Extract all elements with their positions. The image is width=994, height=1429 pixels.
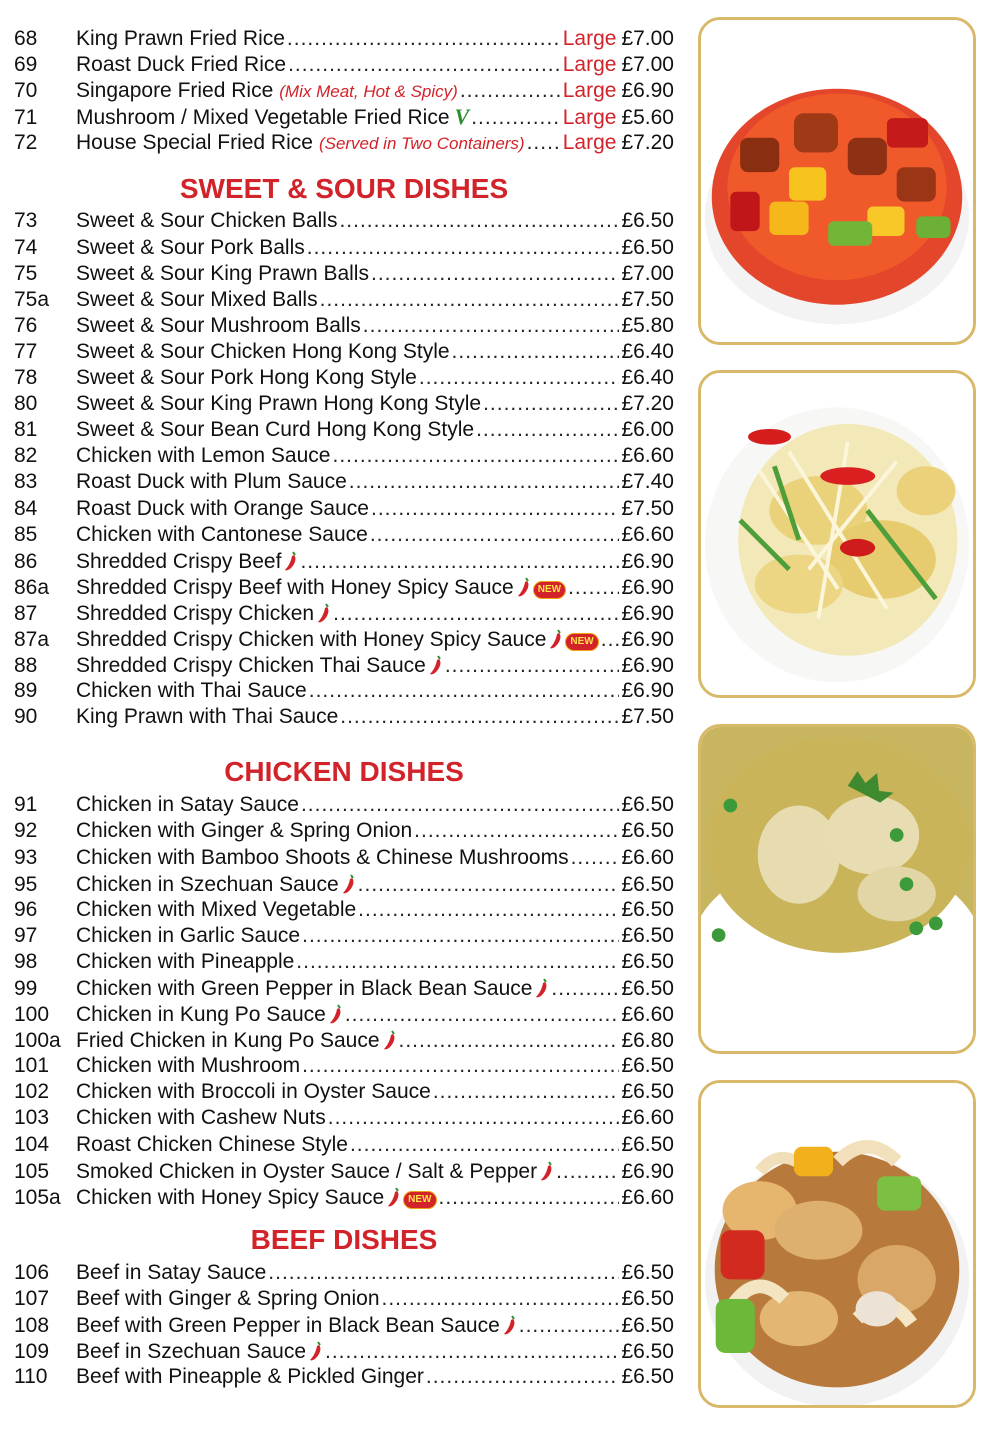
item-price: £7.20: [621, 392, 674, 416]
item-name: Chicken with Bamboo Shoots & Chinese Mushrooms: [76, 845, 569, 869]
item-number: 74: [14, 235, 38, 259]
item-name: Sweet & Sour Pork Hong Kong Style: [76, 366, 417, 390]
item-price: £6.40: [621, 339, 674, 363]
dot-leader: [445, 653, 620, 679]
dot-leader: [527, 130, 561, 156]
item-name: Beef in Satay Sauce: [76, 1260, 267, 1284]
chili-pepper-icon: [317, 603, 331, 623]
item-name: Chicken in Garlic Sauce: [76, 923, 301, 947]
menu-item: [14, 1132, 674, 1158]
item-number: 92: [14, 819, 38, 843]
dot-leader: [328, 1105, 620, 1131]
item-price: £6.50: [621, 1132, 674, 1156]
item-price: £6.50: [621, 235, 674, 259]
item-name: Chicken with Ginger & Spring Onion: [76, 819, 413, 843]
item-number: 73: [14, 209, 38, 233]
menu-item: [14, 1260, 674, 1286]
dot-leader: [302, 923, 619, 949]
menu-item: [14, 1158, 674, 1184]
item-price: £6.90: [621, 601, 674, 625]
item-number: 98: [14, 949, 38, 973]
item-name: Beef with Green Pepper in Black Bean Sauce: [76, 1314, 500, 1338]
item-number: 80: [14, 392, 38, 416]
dot-leader: [309, 678, 620, 704]
menu-item: [14, 52, 674, 78]
menu-item: [14, 1364, 674, 1390]
item-price: £6.80: [621, 1029, 674, 1053]
item-price: £6.90: [621, 1159, 674, 1183]
item-name: Sweet & Sour Mixed Balls: [76, 287, 318, 311]
item-name: Sweet & Sour Bean Curd Hong Kong Style: [76, 418, 475, 442]
menu-item: [14, 130, 674, 156]
item-number: 88: [14, 654, 38, 678]
menu-item: [14, 391, 674, 417]
item-name: Shredded Crispy Chicken with Honey Spicy Sauce: [76, 627, 547, 651]
item-price: £6.50: [621, 872, 674, 896]
item-name: Chicken in Szechuan Sauce: [76, 872, 339, 896]
dot-leader: [476, 417, 619, 443]
item-price: £6.50: [621, 977, 674, 1000]
dot-leader: [345, 1002, 620, 1028]
fried-rice-list: [14, 26, 674, 156]
section-title-beef: BEEF DISHES: [250, 1223, 438, 1255]
menu-item: [14, 1184, 674, 1210]
menu-item: [14, 1027, 674, 1053]
item-price: £6.90: [621, 654, 674, 678]
item-price: £6.90: [621, 549, 674, 573]
item-name: Chicken with Mixed Vegetable: [76, 897, 357, 921]
menu-item: [14, 469, 674, 495]
item-name: Sweet & Sour Chicken Hong Kong Style: [76, 339, 450, 363]
item-price: £6.90: [621, 79, 674, 103]
dot-leader: [296, 949, 619, 975]
item-name: Fried Chicken in Kung Po Sauce: [76, 1029, 380, 1053]
menu-item: [14, 417, 674, 443]
item-name: Chicken with Pineapple: [76, 949, 295, 973]
item-price: £7.40: [621, 470, 674, 494]
menu-item: [14, 443, 674, 469]
item-price: £6.40: [621, 366, 674, 390]
dot-leader: [399, 1028, 620, 1054]
item-number: 109: [14, 1340, 50, 1364]
item-number: 104: [14, 1132, 50, 1156]
item-number: 78: [14, 366, 38, 390]
item-number: 77: [14, 339, 38, 363]
item-name: Shredded Crispy Chicken: [76, 601, 315, 625]
item-name: Beef in Szechuan Sauce: [76, 1340, 306, 1364]
item-price: £6.50: [621, 1314, 674, 1338]
item-name: King Prawn Fried Rice: [76, 27, 285, 50]
dot-leader: [325, 1339, 619, 1365]
item-name: Chicken with Green Pepper in Black Bean Sauce: [76, 977, 533, 1000]
dot-leader: [382, 1286, 620, 1312]
item-price: £7.00: [621, 261, 674, 285]
menu-item: [14, 792, 674, 818]
item-name: Chicken with Thai Sauce: [76, 679, 307, 703]
item-name: Chicken in Kung Po Sauce: [76, 1003, 326, 1027]
item-size: Large: [562, 53, 617, 77]
dot-leader: [519, 1313, 620, 1339]
menu-column: [14, 26, 674, 1390]
dot-leader: [332, 443, 619, 469]
item-number: 103: [14, 1106, 50, 1130]
menu-item: [14, 600, 674, 626]
chili-pepper-icon: [503, 1315, 517, 1335]
chili-pepper-icon: [540, 1161, 554, 1181]
dot-leader: [568, 575, 619, 601]
chicken-list: [14, 792, 674, 1210]
menu-item: [14, 313, 674, 339]
menu-item: [14, 1105, 674, 1131]
item-name: King Prawn with Thai Sauce: [76, 705, 339, 729]
dot-leader: [349, 469, 620, 495]
dot-leader: [483, 391, 619, 417]
dot-leader: [551, 976, 619, 1002]
item-price: £6.50: [621, 209, 674, 233]
dot-leader: [301, 792, 619, 818]
dot-leader: [333, 601, 619, 627]
item-name: Sweet & Sour Pork Balls: [76, 235, 305, 259]
dot-leader: [300, 549, 619, 575]
menu-item: [14, 26, 674, 52]
dot-leader: [371, 261, 619, 287]
item-number: 83: [14, 470, 38, 494]
item-size: Large: [562, 27, 617, 50]
menu-item: [14, 1079, 674, 1105]
item-name: Beef with Pineapple & Pickled Ginger: [76, 1365, 424, 1389]
item-number: 72: [14, 131, 38, 155]
item-price: £7.00: [621, 27, 674, 50]
dot-leader: [320, 287, 620, 313]
menu-item: [14, 652, 674, 678]
item-name: Shredded Crispy Chicken Thai Sauce: [76, 654, 426, 678]
item-price: £6.50: [621, 1365, 674, 1389]
item-price: £6.50: [621, 897, 674, 921]
dot-leader: [370, 522, 620, 548]
chili-pepper-icon: [284, 551, 298, 571]
dot-leader: [371, 496, 619, 522]
item-number: 70: [14, 79, 38, 103]
item-size: Large: [562, 106, 617, 130]
menu-item: [14, 949, 674, 975]
dot-leader: [287, 26, 561, 52]
item-price: £6.50: [621, 949, 674, 973]
menu-item: [14, 897, 674, 923]
dot-leader: [452, 339, 620, 365]
item-number: 108: [14, 1314, 50, 1338]
item-number: 105: [14, 1159, 50, 1183]
menu-item: [14, 496, 674, 522]
item-price: £6.60: [621, 845, 674, 869]
item-note: (Mix Meat, Hot & Spicy): [279, 82, 458, 102]
dot-leader: [358, 897, 619, 923]
dot-leader: [339, 208, 619, 234]
item-name: House Special Fried Rice: [76, 131, 313, 155]
dot-leader: [439, 1185, 620, 1211]
menu-item: [14, 1053, 674, 1079]
chili-pepper-icon: [309, 1341, 323, 1361]
dot-leader: [363, 313, 620, 339]
item-number: 100a: [14, 1029, 61, 1053]
item-price: £6.50: [621, 793, 674, 817]
item-price: £6.60: [621, 1106, 674, 1130]
vegetarian-v-icon: V: [454, 104, 470, 130]
item-number: 110: [14, 1365, 48, 1389]
menu-item: [14, 78, 674, 104]
item-name: Chicken with Broccoli in Oyster Sauce: [76, 1080, 431, 1104]
item-note: (Served in Two Containers): [318, 134, 525, 154]
menu-item: [14, 574, 674, 600]
item-price: £6.60: [621, 1185, 674, 1209]
item-number: 106: [14, 1260, 50, 1284]
item-price: £6.50: [621, 1054, 674, 1078]
menu-item: [14, 365, 674, 391]
item-number: 100: [14, 1003, 50, 1027]
item-number: 85: [14, 522, 38, 546]
dot-leader: [350, 1132, 619, 1158]
item-price: £7.00: [621, 53, 674, 77]
item-number: 97: [14, 923, 38, 947]
dot-leader: [302, 1053, 619, 1079]
chili-pepper-icon: [429, 655, 443, 675]
item-number: 96: [14, 897, 38, 921]
dot-leader: [433, 1079, 620, 1105]
item-price: £6.50: [621, 923, 674, 947]
section-title-chicken: CHICKEN DISHES: [224, 756, 464, 788]
item-number: 105a: [14, 1185, 61, 1209]
item-size: Large: [562, 79, 617, 103]
item-name: Sweet & Sour King Prawn Hong Kong Style: [76, 392, 482, 416]
dot-leader: [471, 105, 561, 131]
item-number: 86: [14, 549, 38, 573]
menu-item: [14, 339, 674, 365]
item-number: 68: [14, 27, 38, 50]
item-number: 75: [14, 261, 38, 285]
item-price: £6.60: [621, 1003, 674, 1027]
item-name: Mushroom / Mixed Vegetable Fried Rice: [76, 106, 450, 130]
item-name: Smoked Chicken in Oyster Sauce / Salt & Pepper: [76, 1159, 538, 1183]
item-number: 91: [14, 793, 38, 817]
item-number: 69: [14, 53, 38, 77]
item-number: 99: [14, 977, 38, 1000]
new-badge-icon: NEW: [565, 633, 598, 651]
chili-pepper-icon: [549, 629, 563, 649]
item-name: Chicken in Satay Sauce: [76, 793, 299, 817]
menu-item: [14, 548, 674, 574]
item-number: 86a: [14, 575, 50, 599]
item-name: Chicken with Mushroom: [76, 1054, 301, 1078]
new-badge-icon: NEW: [403, 1191, 436, 1209]
item-price: £6.90: [621, 679, 674, 703]
menu-item: [14, 678, 674, 704]
menu-item: [14, 975, 674, 1001]
item-name: Singapore Fried Rice: [76, 79, 274, 103]
dot-leader: [601, 627, 620, 653]
item-name: Beef with Ginger & Spring Onion: [76, 1286, 380, 1310]
photo-shredded-crispy-chicken: [698, 370, 976, 698]
menu-item: [14, 287, 674, 313]
section-title-sweet-sour: SWEET & SOUR DISHES: [179, 173, 509, 205]
dot-leader: [426, 1364, 620, 1390]
menu-item: [14, 704, 674, 730]
menu-item: [14, 871, 674, 897]
chili-pepper-icon: [383, 1030, 397, 1050]
item-number: 87: [14, 601, 38, 625]
menu-item: [14, 522, 674, 548]
new-badge-icon: NEW: [533, 581, 566, 599]
item-price: £6.60: [621, 444, 674, 468]
item-price: £7.50: [621, 496, 674, 520]
item-price: £6.90: [621, 575, 674, 599]
chili-pepper-icon: [387, 1187, 401, 1207]
menu-item: [14, 1338, 674, 1364]
dot-leader: [307, 235, 620, 261]
item-name: Roast Duck with Orange Sauce: [76, 496, 369, 520]
item-price: £6.00: [621, 418, 674, 442]
dot-leader: [358, 872, 620, 898]
item-price: £7.20: [621, 131, 674, 155]
menu-item: [14, 1001, 674, 1027]
menu-item: [14, 208, 674, 234]
item-price: £6.50: [621, 819, 674, 843]
dot-leader: [340, 704, 619, 730]
dot-leader: [460, 78, 561, 104]
item-price: £6.50: [621, 1080, 674, 1104]
item-name: Sweet & Sour Mushroom Balls: [76, 313, 361, 337]
item-name: Roast Duck with Plum Sauce: [76, 470, 347, 494]
dot-leader: [268, 1260, 619, 1286]
photo-sweet-and-sour: [698, 17, 976, 345]
item-number: 84: [14, 496, 38, 520]
item-number: 93: [14, 845, 38, 869]
menu-item: [14, 261, 674, 287]
item-number: 87a: [14, 627, 50, 651]
menu-item: [14, 845, 674, 871]
item-number: 75a: [14, 287, 50, 311]
item-name: Sweet & Sour Chicken Balls: [76, 209, 338, 233]
item-number: 89: [14, 679, 38, 703]
item-name: Chicken with Cashew Nuts: [76, 1106, 326, 1130]
beef-list: [14, 1260, 674, 1390]
item-number: 101: [14, 1054, 50, 1078]
item-price: £5.60: [621, 106, 674, 130]
dot-leader: [414, 818, 619, 844]
item-price: £6.50: [621, 1286, 674, 1310]
item-number: 95: [14, 872, 38, 896]
item-price: £7.50: [621, 287, 674, 311]
menu-item: [14, 104, 674, 130]
item-price: £6.60: [621, 522, 674, 546]
item-price: £6.90: [621, 627, 674, 651]
chili-pepper-icon: [342, 874, 356, 894]
item-name: Shredded Crispy Beef: [76, 549, 282, 573]
item-number: 82: [14, 444, 38, 468]
menu-item: [14, 1312, 674, 1338]
item-name: Sweet & Sour King Prawn Balls: [76, 261, 369, 285]
item-size: Large: [562, 131, 617, 155]
item-price: £7.50: [621, 705, 674, 729]
item-name: Chicken with Lemon Sauce: [76, 444, 331, 468]
menu-item: [14, 626, 674, 652]
menu-item: [14, 235, 674, 261]
item-price: £6.50: [621, 1340, 674, 1364]
item-price: £6.50: [621, 1260, 674, 1284]
menu-item: [14, 1286, 674, 1312]
item-name: Roast Duck Fried Rice: [76, 53, 287, 77]
item-name: Chicken with Cantonese Sauce: [76, 522, 368, 546]
chili-pepper-icon: [329, 1004, 343, 1024]
dot-leader: [419, 365, 620, 391]
item-number: 71: [14, 106, 38, 130]
menu-item: [14, 923, 674, 949]
chili-pepper-icon: [535, 978, 549, 998]
item-number: 81: [14, 418, 38, 442]
dot-leader: [556, 1159, 619, 1185]
item-number: 90: [14, 705, 38, 729]
item-number: 107: [14, 1286, 50, 1310]
photo-chicken-cashew-nuts: [698, 1080, 976, 1408]
item-number: 76: [14, 313, 38, 337]
photo-chicken-curry-sauce: [698, 724, 976, 1054]
dot-leader: [571, 845, 620, 871]
dot-leader: [288, 52, 561, 78]
item-name: Chicken with Honey Spicy Sauce: [76, 1185, 385, 1209]
item-name: Shredded Crispy Beef with Honey Spicy Sauce: [76, 575, 514, 599]
item-name: Roast Chicken Chinese Style: [76, 1132, 348, 1156]
chili-pepper-icon: [517, 577, 531, 597]
item-number: 102: [14, 1080, 50, 1104]
sweet-sour-list: [14, 208, 674, 730]
item-price: £5.80: [621, 313, 674, 337]
menu-item: [14, 818, 674, 844]
